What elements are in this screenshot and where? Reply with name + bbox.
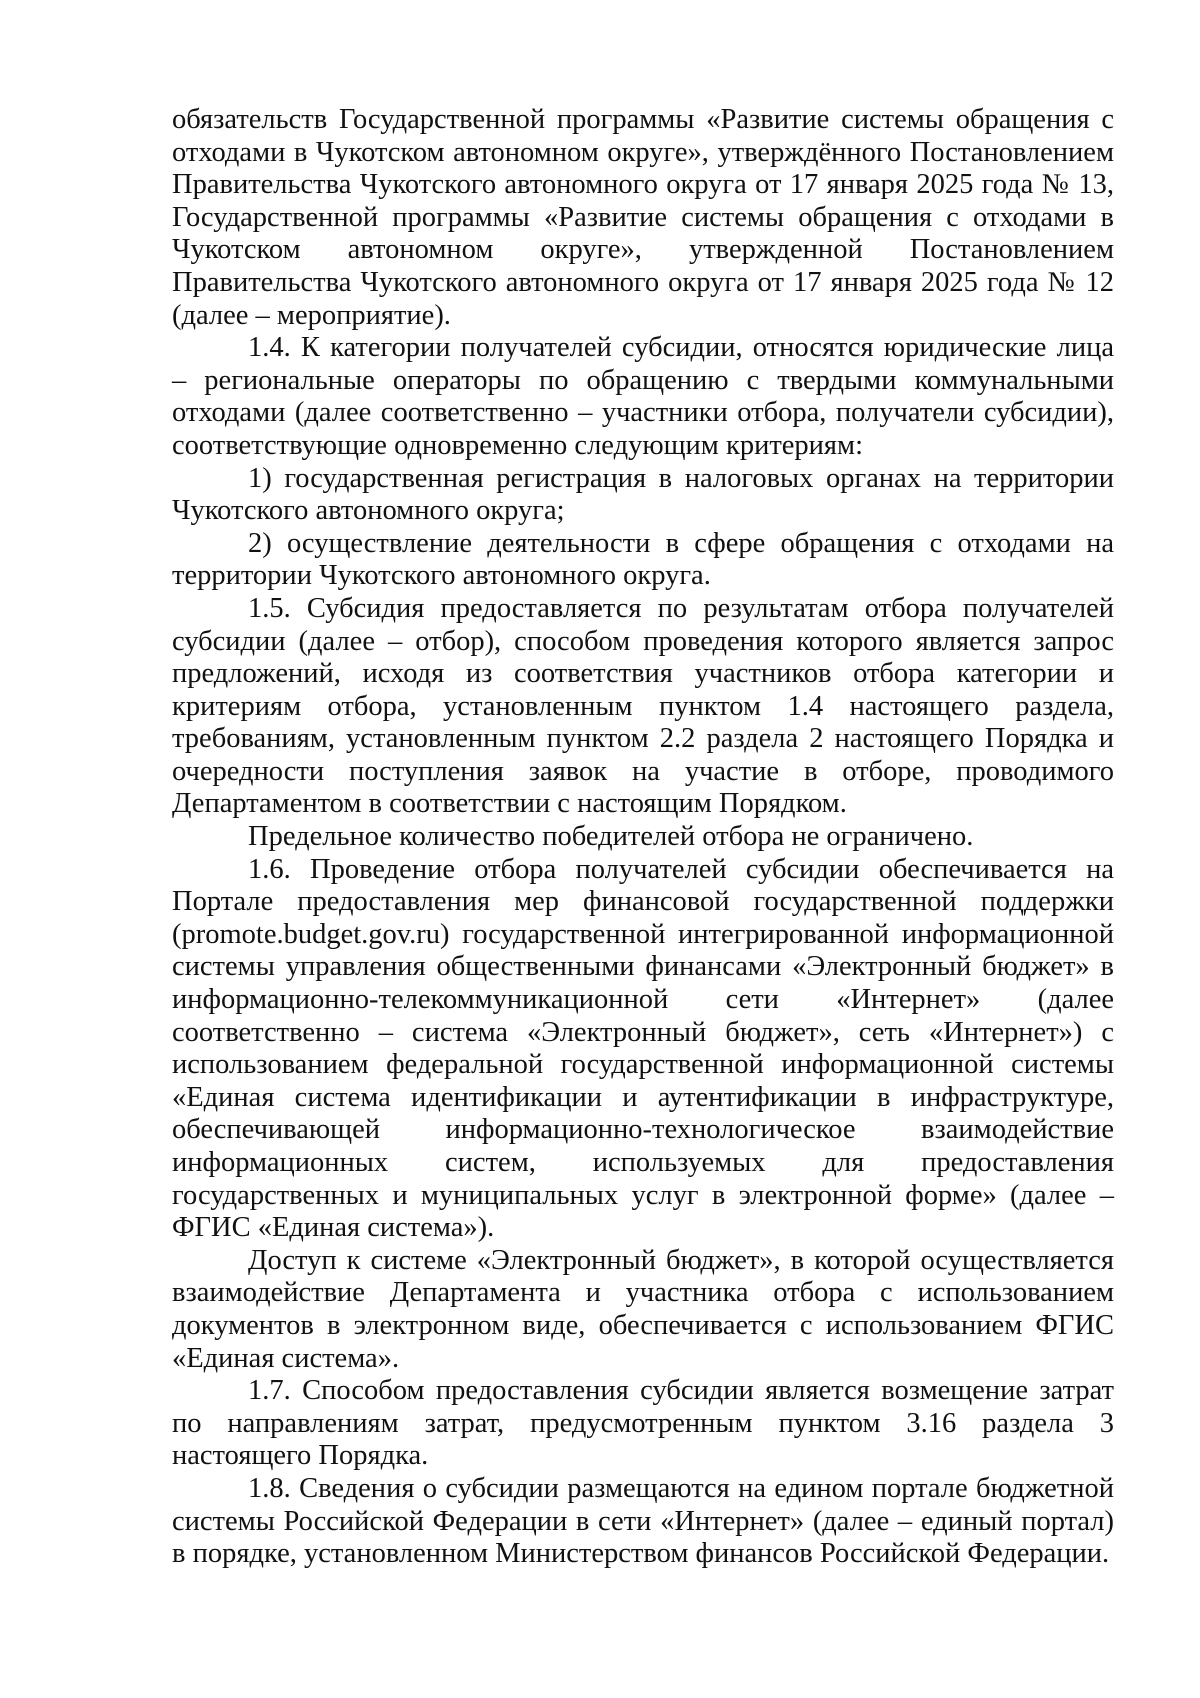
paragraph-criterion-1: 1) государственная регистрация в налоговых органах на территории Чукотского автономного округа;	[172, 462, 1114, 527]
paragraph-1-4: 1.4. К категории получателей субсидии, относятся юридические лица – региональные операторы по обращению с твердыми коммунальными отходами (далее соответственно – участники отбора, получатели субсидии), соответствующие одновременно следующим критериям:	[172, 332, 1114, 461]
paragraph-criterion-2: 2) осуществление деятельности в сфере обращения с отходами на территории Чукотского автономного округа.	[172, 527, 1114, 592]
paragraph-1-8: 1.8. Сведения о субсидии размещаются на едином портале бюджетной системы Российской Федерации в сети «Интернет» (далее – единый портал) в порядке, установленном Министерством финансов Российской Федерации.	[172, 1472, 1114, 1570]
paragraph-1-7: 1.7. Способом предоставления субсидии является возмещение затрат по направлениям затрат, предусмотренным пунктом 3.16 раздела 3 настоящего Порядка.	[172, 1375, 1114, 1472]
paragraph-winners-limit: Предельное количество победителей отбора не ограничено.	[248, 821, 974, 853]
paragraph-1-6: 1.6. Проведение отбора получателей субсидии обеспечивается на Портале предоставления мер финансовой государственной поддержки (promote.budget.gov.ru) государственной интегрированной информационной системы управления общественными финансами «Электронный бюджет» в информационно-телекоммуникационной сети «Интернет» (далее соответственно – система «Электронный бюджет», сеть «Интернет») с использованием федеральной государственной информационной системы «Единая система идентификации и аутентификации в инфраструктуре, обеспечивающей информационно-технологическое взаимодействие информационных систем, используемых для предоставления государственных и муниципальных услуг в электронной форме» (далее – ФГИС «Единая система»).	[172, 853, 1114, 1244]
paragraph-1-5: 1.5. Субсидия предоставляется по результатам отбора получателей субсидии (далее – отбор), способом проведения которого является запрос предложений, исходя из соответствия участников отбора категории и критериям отбора, установленным пунктом 1.4 настоящего раздела, требованиям, установленным пунктом 2.2 раздела 2 настоящего Порядка и очередности поступления заявок на участие в отборе, проводимого Департаментом в соответствии с настоящим Порядком.	[172, 592, 1114, 820]
document-page	[172, 104, 1114, 1571]
paragraph-system-access: Доступ к системе «Электронный бюджет», в которой осуществляется взаимодействие Департамента и участника отбора с использованием документов в электронном виде, обеспечивается с использованием ФГИС «Единая система».	[172, 1244, 1114, 1374]
paragraph-program-continuation: обязательств Государственной программы «Развитие системы обращения с отходами в Чукотском автономном округе», утверждённого Постановлением Правительства Чукотского автономного округа от 17 января 2025 года № 13, Государственной программы «Развитие системы обращения с отходами в Чукотском автономном округе», утвержденной Постановлением Правительства Чукотского автономного округа от 17 января 2025 года № 12 (далее – мероприятие).	[172, 104, 1114, 331]
